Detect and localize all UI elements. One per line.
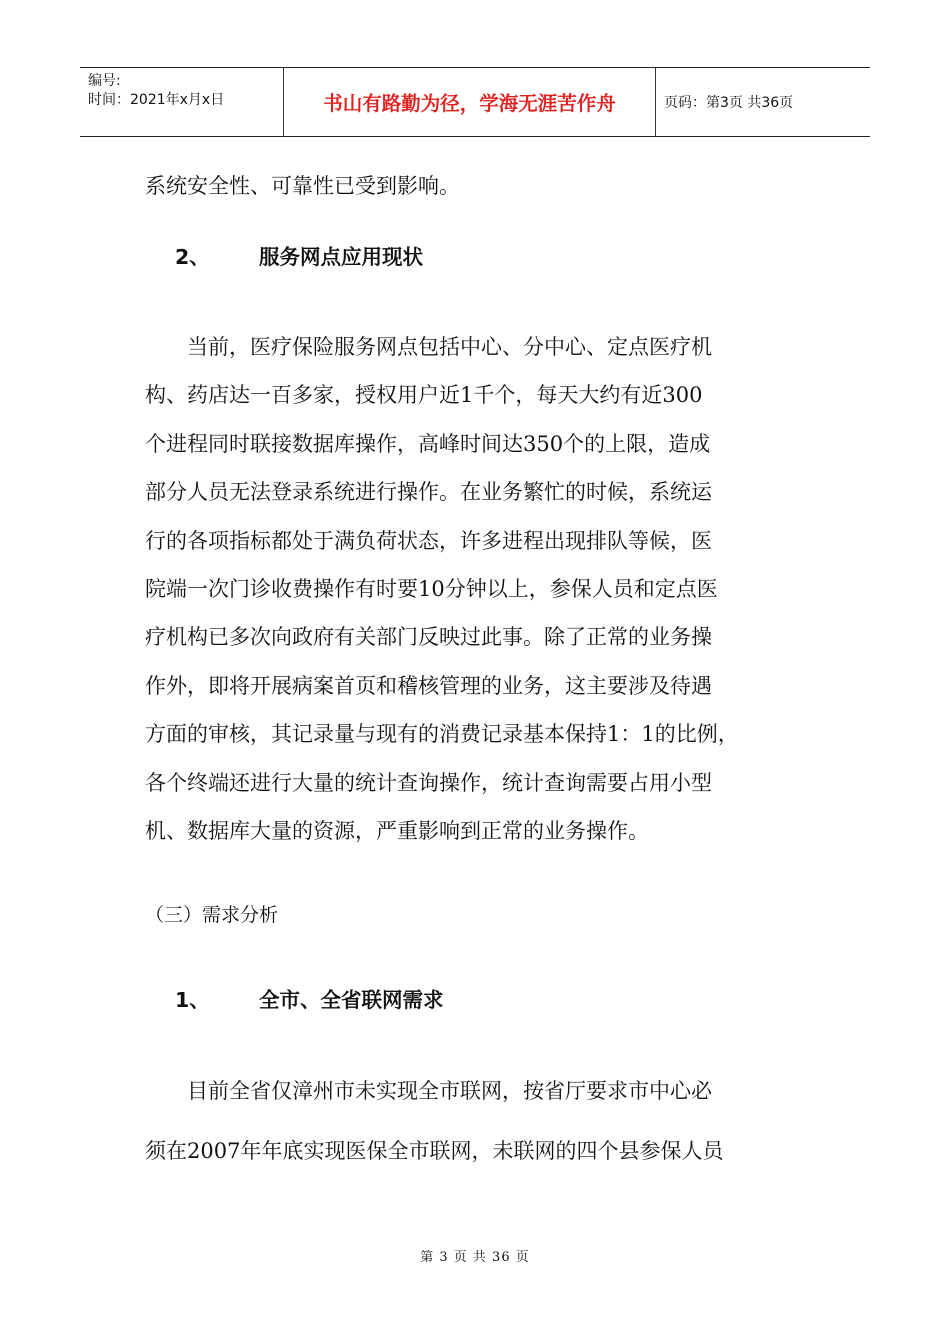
section-title-requirements: （三）需求分析 [145, 904, 279, 926]
heading-number: 2、 [175, 245, 210, 269]
header-motto: 书山有路勤为径，学海无涯苦作舟 [283, 68, 656, 136]
document-time-label: 时间：2021年x月x日 [88, 92, 225, 108]
paragraph-line: 疗机构已多次向政府有关部门反映过此事。除了正常的业务操 [145, 625, 712, 650]
networking-paragraph [145, 1061, 825, 1181]
paragraph-line: 各个终端还进行大量的统计查询操作，统计查询需要占用小型 [145, 770, 712, 795]
section-heading-1 [145, 983, 825, 1013]
paragraph-line: 系统安全性、可靠性已受到影响。 [145, 174, 460, 198]
document-number-label: 编号: [88, 73, 121, 89]
paragraph-line: 作外，即将开展病案首页和稽核管理的业务，这主要涉及待遇 [145, 673, 712, 698]
paragraph-line: 部分人员无法登录系统进行操作。在业务繁忙的时候，系统运 [145, 480, 712, 505]
header-page-label: 页码：第3页 共36页 [664, 95, 794, 111]
service-status-paragraph [145, 323, 825, 855]
heading-text: 全市、全省联网需求 [259, 988, 444, 1012]
heading-text: 服务网点应用现状 [259, 245, 423, 269]
paragraph-line: 方面的审核，其记录量与现有的消费记录基本保持1：1的比例， [145, 722, 739, 747]
paragraph-line: 机、数据库大量的资源，严重影响到正常的业务操作。 [145, 819, 649, 844]
page-header [80, 67, 870, 137]
paragraph-line: 构、药店达一百多家，授权用户近1千个，每天大约有近300 [145, 383, 703, 408]
page-footer: 第 3 页 共 36 页 [420, 1250, 530, 1265]
heading-number: 1、 [175, 988, 210, 1012]
paragraph-line: 个进程同时联接数据库操作，高峰时间达350个的上限，造成 [145, 431, 711, 456]
paragraph-line: 院端一次门诊收费操作有时要10分钟以上，参保人员和定点医 [145, 577, 718, 602]
paragraph-line: 目前全省仅漳州市未实现全市联网，按省厅要求市中心必 [187, 1079, 712, 1103]
continuation-paragraph [145, 162, 825, 210]
paragraph-line: 行的各项指标都处于满负荷状态，许多进程出现排队等候，医 [145, 528, 712, 553]
paragraph-line: 须在2007年年底实现医保全市联网，未联网的四个县参保人员 [145, 1139, 724, 1163]
paragraph-line: 当前，医疗保险服务网点包括中心、分中心、定点医疗机 [187, 335, 712, 359]
header-meta [80, 68, 283, 136]
section-heading-2 [145, 240, 825, 270]
